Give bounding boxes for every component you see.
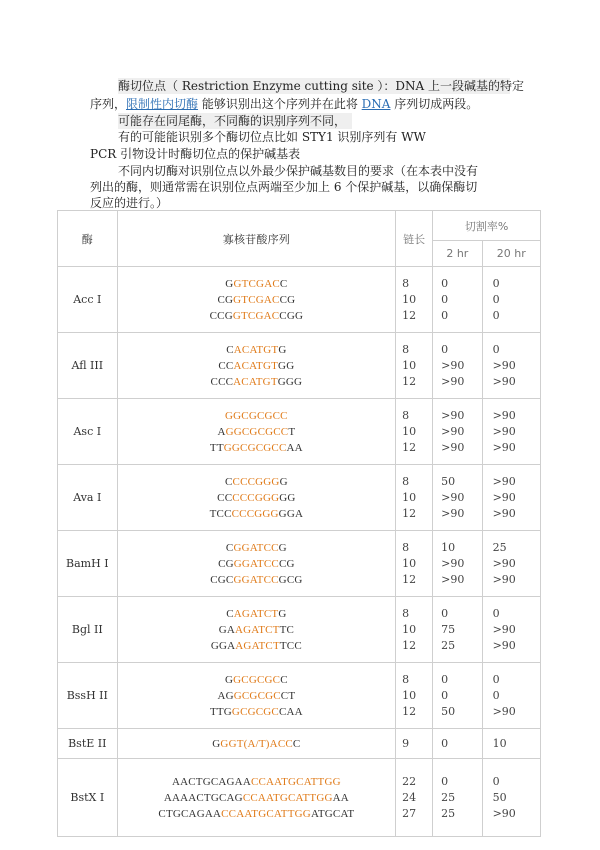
rate-2hr-cell — [433, 729, 482, 759]
table-row — [58, 465, 541, 531]
length-value: 12 — [402, 374, 417, 388]
rate-20hr-value: >90 — [492, 704, 516, 718]
header-length: 链长 — [396, 211, 433, 267]
sequence-cell — [117, 729, 396, 759]
sequence-line — [119, 374, 395, 390]
recognition-site: GGATCC — [233, 557, 279, 570]
rate-20hr-value: 0 — [492, 774, 500, 788]
flank-left: G — [225, 277, 234, 290]
length-cell — [396, 531, 433, 597]
enzyme-name: Bgl II — [58, 597, 118, 663]
rate-20hr-value: 0 — [492, 606, 500, 620]
length-value: 10 — [402, 622, 417, 636]
table-row — [58, 759, 541, 837]
sequence-line — [119, 506, 395, 522]
recognition-site: ACATGT — [233, 343, 279, 356]
recognition-site: AGATCT — [235, 639, 280, 652]
length-value: 8 — [402, 276, 410, 290]
sequence-cell — [117, 663, 396, 729]
rate-20hr-cell — [482, 663, 540, 729]
rate-2hr-cell — [433, 663, 482, 729]
flank-right: GG — [278, 359, 295, 372]
recognition-site: GGATCC — [233, 541, 279, 554]
flank-right: CGG — [279, 309, 304, 322]
recognition-site: GGT(A/T)ACC — [220, 737, 293, 750]
flank-left: GGA — [210, 639, 236, 652]
rate-2hr-value: >90 — [441, 440, 465, 454]
flank-left: CGC — [210, 573, 234, 586]
recognition-site: GGCGCGCC — [223, 441, 287, 454]
flank-left: CG — [217, 293, 234, 306]
rate-20hr-value: 25 — [492, 540, 507, 554]
rate-20hr-value: 0 — [492, 688, 500, 702]
rate-2hr-value: 25 — [441, 638, 456, 652]
intro-line-2c: 序列切成两段。 — [390, 97, 479, 111]
intro-line-1: 酶切位点（ Restriction Enzyme cutting site ）：DNA 上一段碱基的特定 — [118, 79, 525, 93]
flank-left: G — [212, 737, 221, 750]
recognition-site: CCCGGG — [232, 491, 280, 504]
rate-20hr-cell — [482, 333, 540, 399]
recognition-site: GCGCGC — [231, 705, 279, 718]
sequence-line — [119, 774, 395, 790]
rate-2hr-value: 0 — [441, 276, 449, 290]
rate-20hr-value: >90 — [492, 556, 516, 570]
intro-line-2b: 能够识别出这个序列并在此将 — [198, 97, 362, 111]
rate-2hr-cell — [433, 333, 482, 399]
rate-2hr-value: 25 — [441, 806, 456, 820]
rate-20hr-cell — [482, 399, 540, 465]
flank-left: CTGCAGAA — [158, 807, 222, 820]
sequence-cell — [117, 531, 396, 597]
length-value: 8 — [402, 474, 410, 488]
flank-left: CC — [217, 491, 233, 504]
flank-right: GG — [279, 491, 296, 504]
sequence-line — [119, 342, 395, 358]
recognition-site: GGCGCGCC — [225, 425, 289, 438]
rate-2hr-cell — [433, 399, 482, 465]
rate-20hr-value: >90 — [492, 638, 516, 652]
header-2hr: 2 hr — [433, 241, 482, 267]
intro-line-4: 有的可能能识别多个酶切位点比如 STY1 识别序列有 WW — [118, 130, 426, 144]
intro-line-8: 反应的进行。） — [90, 196, 169, 210]
recognition-site: CCCGGG — [232, 475, 280, 488]
sequence-cell — [117, 759, 396, 837]
recognition-site: GTCGAC — [233, 293, 280, 306]
sequence-line — [119, 736, 395, 752]
table-row — [58, 597, 541, 663]
flank-right: C — [279, 277, 288, 290]
intro-line-6: 不同内切酶对识别位点以外最少保护碱基数目的要求（在本表中没有 — [118, 164, 479, 178]
length-cell — [396, 465, 433, 531]
length-value: 8 — [402, 540, 410, 554]
rate-20hr-value: 50 — [492, 790, 507, 804]
flank-left: CCC — [210, 375, 234, 388]
header-20hr: 20 hr — [482, 241, 540, 267]
flank-left: CC — [218, 359, 234, 372]
length-value: 27 — [402, 806, 417, 820]
length-value: 10 — [402, 490, 417, 504]
recognition-site: GGATCC — [233, 573, 279, 586]
rate-20hr-value: 10 — [492, 736, 507, 750]
length-value: 10 — [402, 556, 417, 570]
rate-2hr-value: >90 — [441, 506, 465, 520]
flank-left: C — [225, 541, 234, 554]
length-value: 12 — [402, 506, 417, 520]
rate-2hr-value: >90 — [441, 408, 465, 422]
sequence-line — [119, 622, 395, 638]
flank-right: G — [278, 343, 287, 356]
rate-2hr-value: 10 — [441, 540, 456, 554]
length-cell — [396, 597, 433, 663]
table-row — [58, 531, 541, 597]
rate-2hr-cell — [433, 465, 482, 531]
flank-left: TCC — [209, 507, 232, 520]
rate-20hr-cell — [482, 465, 540, 531]
rate-2hr-value: >90 — [441, 374, 465, 388]
recognition-site: AGATCT — [233, 607, 279, 620]
length-value: 10 — [402, 358, 417, 372]
sequence-line — [119, 572, 395, 588]
flank-left: CG — [218, 557, 234, 570]
flank-right: CT — [280, 689, 296, 702]
enzyme-name: Ava I — [58, 465, 118, 531]
rate-20hr-value: 0 — [492, 292, 500, 306]
recognition-site: ACATGT — [233, 375, 278, 388]
rate-2hr-value: >90 — [441, 572, 465, 586]
flank-left: CCG — [209, 309, 233, 322]
flank-right: T — [288, 425, 296, 438]
recognition-site: CCAATGCATTGG — [242, 791, 333, 804]
rate-2hr-value: 50 — [441, 474, 456, 488]
rate-20hr-cell — [482, 531, 540, 597]
rate-20hr-cell — [482, 759, 540, 837]
sequence-line — [119, 704, 395, 720]
recognition-site: GCGCGC — [233, 689, 281, 702]
rate-2hr-value: >90 — [441, 358, 465, 372]
length-value: 22 — [402, 774, 417, 788]
flank-left: AAAACTGCAG — [163, 791, 243, 804]
enzyme-name: Asc I — [58, 399, 118, 465]
length-value: 9 — [402, 736, 410, 750]
sequence-line — [119, 292, 395, 308]
rate-20hr-value: 0 — [492, 276, 500, 290]
rate-2hr-value: 0 — [441, 308, 449, 322]
flank-left: TT — [209, 441, 224, 454]
flank-left: GA — [218, 623, 235, 636]
rate-2hr-value: >90 — [441, 424, 465, 438]
recognition-site: GTCGAC — [233, 277, 280, 290]
length-value: 10 — [402, 292, 417, 306]
rate-20hr-value: >90 — [492, 506, 516, 520]
sequence-line — [119, 606, 395, 622]
sequence-line — [119, 540, 395, 556]
enzyme-name: BamH I — [58, 531, 118, 597]
rate-2hr-value: 0 — [441, 342, 449, 356]
length-cell — [396, 333, 433, 399]
table-row — [58, 399, 541, 465]
length-value: 8 — [402, 342, 410, 356]
rate-20hr-cell — [482, 597, 540, 663]
length-cell — [396, 663, 433, 729]
intro-line-2a: 序列， — [90, 97, 127, 111]
rate-20hr-value: 0 — [492, 342, 500, 356]
length-value: 12 — [402, 572, 417, 586]
rate-2hr-value: 75 — [441, 622, 456, 636]
recognition-site: AGATCT — [234, 623, 280, 636]
flank-right: AA — [286, 441, 303, 454]
length-cell — [396, 399, 433, 465]
rate-20hr-value: >90 — [492, 572, 516, 586]
flank-right: GCG — [278, 573, 303, 586]
flank-left: C — [226, 343, 234, 356]
sequence-line — [119, 490, 395, 506]
length-cell — [396, 729, 433, 759]
rate-2hr-value: 25 — [441, 790, 456, 804]
flank-right: C — [292, 737, 301, 750]
flank-right: AA — [332, 791, 349, 804]
recognition-site: ACATGT — [233, 359, 279, 372]
table-row — [58, 663, 541, 729]
recognition-site: GGCGCGCC — [225, 409, 288, 422]
flank-right: TC — [279, 623, 295, 636]
flank-left: AACTGCAGAA — [171, 775, 251, 788]
intro-line-7: 列出的酶，则通常需在识别位点两端至少加上 6 个保护碱基，以确保酶切 — [90, 180, 478, 194]
intro-line-2 — [90, 96, 478, 112]
length-cell — [396, 759, 433, 837]
flank-right: CG — [278, 557, 295, 570]
flank-right: G — [278, 607, 287, 620]
length-value: 24 — [402, 790, 417, 804]
length-value: 12 — [402, 704, 417, 718]
sequence-line — [119, 408, 395, 424]
intro-text — [0, 0, 600, 215]
flank-right: C — [280, 673, 288, 686]
flank-right: ATGCAT — [310, 807, 355, 820]
sequence-line — [119, 790, 395, 806]
sequence-line — [119, 672, 395, 688]
sequence-line — [119, 688, 395, 704]
rate-2hr-value: 0 — [441, 688, 449, 702]
recognition-site: CCAATGCATTGG — [250, 775, 341, 788]
sequence-cell — [117, 399, 396, 465]
flank-left: TTG — [209, 705, 232, 718]
length-value: 10 — [402, 688, 417, 702]
header-sequence: 寡核苷酸序列 — [117, 211, 396, 267]
intro-line-3: 可能存在同尾酶，不同酶的识别序列不同， — [118, 113, 352, 129]
enzyme-name: Afl III — [58, 333, 118, 399]
rate-2hr-value: >90 — [441, 490, 465, 504]
rate-20hr-value: >90 — [492, 374, 516, 388]
length-cell — [396, 267, 433, 333]
rate-20hr-value: >90 — [492, 622, 516, 636]
length-value: 8 — [402, 606, 410, 620]
flank-right: G — [278, 541, 287, 554]
enzyme-name: BstE II — [58, 729, 118, 759]
rate-2hr-value: 0 — [441, 606, 449, 620]
sequence-line — [119, 276, 395, 292]
sequence-line — [119, 556, 395, 572]
rate-20hr-value: >90 — [492, 490, 516, 504]
rate-20hr-value: >90 — [492, 806, 516, 820]
rate-20hr-value: >90 — [492, 358, 516, 372]
length-value: 10 — [402, 424, 417, 438]
rate-2hr-value: 0 — [441, 292, 449, 306]
table-row — [58, 267, 541, 333]
length-value: 8 — [402, 672, 410, 686]
length-value: 8 — [402, 408, 410, 422]
rate-2hr-cell — [433, 759, 482, 837]
restriction-enzyme-link[interactable]: 限制性内切酶 — [126, 97, 199, 111]
rate-2hr-cell — [433, 267, 482, 333]
table-row — [58, 729, 541, 759]
rate-20hr-value: >90 — [492, 474, 516, 488]
flank-left: A — [217, 425, 226, 438]
length-value: 12 — [402, 308, 417, 322]
sequence-line — [119, 424, 395, 440]
intro-line-5: PCR 引物设计时酶切位点的保护碱基表 — [90, 147, 301, 161]
flank-right: CG — [279, 293, 296, 306]
rate-20hr-cell — [482, 729, 540, 759]
flank-right: CAA — [278, 705, 303, 718]
header-enzyme: 酶 — [58, 211, 118, 267]
sequence-cell — [117, 333, 396, 399]
rate-20hr-value: >90 — [492, 440, 516, 454]
rate-2hr-value: 0 — [441, 736, 449, 750]
rate-2hr-value: 50 — [441, 704, 456, 718]
rate-2hr-cell — [433, 531, 482, 597]
recognition-site: GCGCGC — [233, 673, 281, 686]
sequence-cell — [117, 597, 396, 663]
sequence-line — [119, 308, 395, 324]
enzyme-name: BssH II — [58, 663, 118, 729]
sequence-line — [119, 358, 395, 374]
table-row — [58, 333, 541, 399]
enzyme-name: BstX I — [58, 759, 118, 837]
sequence-cell — [117, 465, 396, 531]
rate-2hr-value: 0 — [441, 672, 449, 686]
sequence-line — [119, 440, 395, 456]
sequence-line — [119, 474, 395, 490]
rate-20hr-value: >90 — [492, 408, 516, 422]
rate-20hr-value: 0 — [492, 672, 500, 686]
sequence-line — [119, 806, 395, 822]
dna-link[interactable]: DNA — [361, 97, 391, 111]
rate-2hr-value: >90 — [441, 556, 465, 570]
sequence-line — [119, 638, 395, 654]
flank-left: C — [226, 607, 234, 620]
rate-20hr-cell — [482, 267, 540, 333]
flank-right: G — [279, 475, 288, 488]
length-value: 12 — [402, 440, 417, 454]
flank-left: G — [224, 673, 234, 686]
length-value: 12 — [402, 638, 417, 652]
protection-bases-table — [57, 210, 541, 837]
flank-right: GGG — [277, 375, 303, 388]
recognition-site: GTCGAC — [232, 309, 280, 322]
sequence-cell — [117, 267, 396, 333]
flank-right: TCC — [279, 639, 302, 652]
rate-2hr-cell — [433, 597, 482, 663]
rate-20hr-value: 0 — [492, 308, 500, 322]
flank-left: C — [224, 475, 233, 488]
recognition-site: CCAATGCATTGG — [221, 807, 311, 820]
enzyme-name: Acc I — [58, 267, 118, 333]
recognition-site: CCCGGG — [231, 507, 279, 520]
flank-left: AG — [217, 689, 234, 702]
rate-20hr-value: >90 — [492, 424, 516, 438]
rate-2hr-value: 0 — [441, 774, 449, 788]
flank-right: GGA — [278, 507, 304, 520]
header-cut-rate: 切割率% — [433, 211, 541, 241]
